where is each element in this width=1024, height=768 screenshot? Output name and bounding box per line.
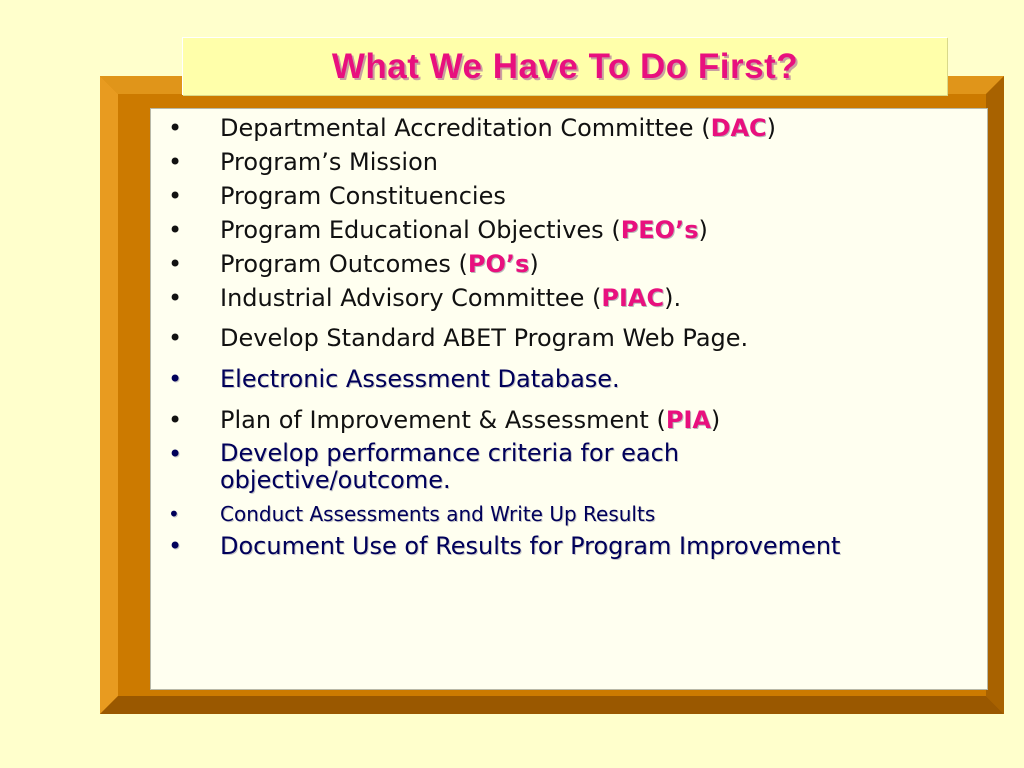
- bullet-icon: •: [168, 284, 183, 312]
- bullet-icon: •: [168, 365, 183, 393]
- item-text: Plan of Improvement & Assessment (: [220, 406, 666, 434]
- item-text: Develop Standard ABET Program Web Page.: [220, 324, 749, 352]
- acronym-highlight: PEO’s: [620, 216, 699, 244]
- acronym-highlight: PIA: [665, 406, 711, 434]
- item-text: Departmental Accreditation Committee (: [220, 114, 711, 142]
- item-text: Program Outcomes (: [220, 250, 468, 278]
- bullet-icon: •: [168, 250, 183, 278]
- item-text-suffix: ): [766, 114, 777, 142]
- item-text: Program Constituencies: [220, 182, 506, 210]
- item-text: Conduct Assessments and Write Up Results: [220, 502, 656, 526]
- bullet-icon: •: [168, 502, 180, 526]
- bullet-icon: •: [168, 182, 183, 210]
- item-text: Program’s Mission: [220, 148, 438, 176]
- bullet-icon: •: [168, 532, 183, 560]
- item-text: Electronic Assessment Database.: [220, 365, 620, 393]
- item-text: Document Use of Results for Program Improvement: [220, 532, 841, 560]
- page-title: What We Have To Do First?: [331, 47, 799, 86]
- title-bar: [182, 37, 947, 95]
- bullet-icon: •: [168, 148, 183, 176]
- bullet-icon: •: [168, 324, 183, 352]
- item-text: Industrial Advisory Committee (: [220, 284, 602, 312]
- item-text-suffix: ): [710, 406, 721, 434]
- bullet-icon: •: [168, 440, 183, 468]
- acronym-highlight: DAC: [710, 114, 767, 142]
- item-text-suffix: ).: [664, 284, 682, 312]
- item-text-suffix: ): [529, 250, 539, 278]
- acronym-highlight: PO’s: [467, 250, 530, 278]
- item-text-suffix: ): [698, 216, 708, 244]
- item-text: Develop performance criteria for each objective/outcome.: [220, 439, 680, 494]
- acronym-highlight: PIAC: [601, 284, 665, 312]
- bullet-icon: •: [168, 216, 183, 244]
- bullet-icon: •: [168, 406, 183, 434]
- bullet-icon: •: [168, 114, 183, 142]
- item-text: Program Educational Objectives (: [220, 216, 621, 244]
